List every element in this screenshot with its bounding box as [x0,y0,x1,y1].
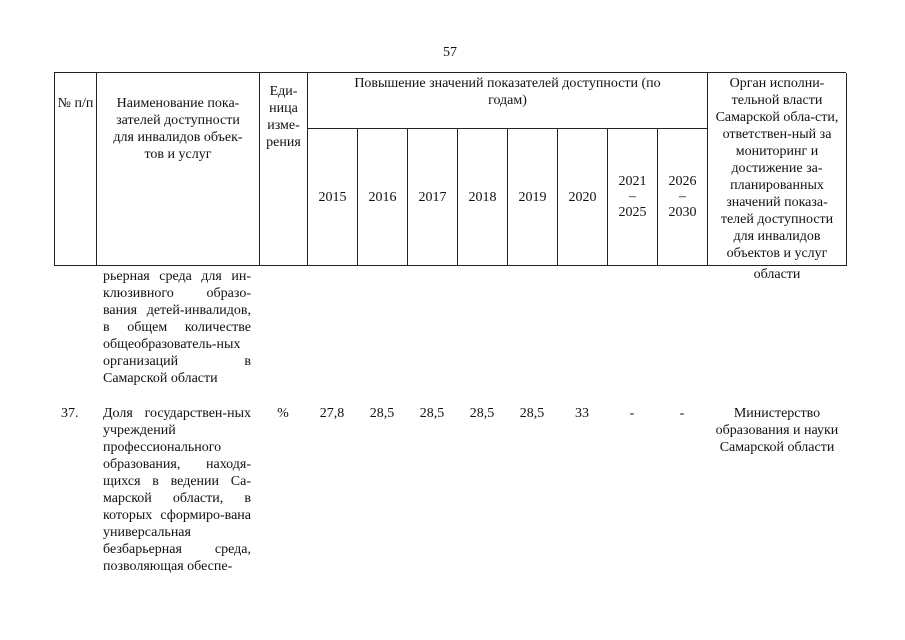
header-year-2019: 2019 [508,129,558,266]
row-37-num: 37. [61,406,79,421]
header-name: Наименование пока-зателей доступности для инвалидов объек-тов и услуг [97,73,260,266]
table-header [54,72,846,266]
row-37-value-2026-2030: - [679,406,685,421]
header-year-2026-2030: 2026 – 2030 [658,129,708,266]
row-37-value-2020: 33 [575,406,589,421]
row-37-value-2019: 28,5 [519,406,545,421]
header-unit: Еди-ница изме-рения [260,73,308,266]
header-year-2016: 2016 [358,129,408,266]
header-year-2018: 2018 [458,129,508,266]
row-37-value-2017: 28,5 [419,406,445,421]
header-group: Повышение значений показателей доступности (по годам) [308,73,708,129]
page-number: 57 [443,45,457,60]
row-37-organ: Министерство образования и науки Самарской области [715,406,839,455]
row-37-name: Доля государствен-ных учреждений профессионального образования, находя-щихся в ведении Са-марской области, в которых сформиро-вана универсальная безбарьерная среда, позволяющая обеспе- [103,406,251,574]
header-year-2015: 2015 [308,129,358,266]
row-37-unit: % [277,406,289,421]
continued-row-name: рьерная среда для ин-клюзивного образо-вания детей-инвалидов, в общем количестве общеобразователь-ных организаций в Самарской области [103,269,251,386]
row-37-value-2018: 28,5 [469,406,495,421]
row-37-value-2015: 27,8 [319,406,345,421]
row-37-value-2016: 28,5 [369,406,395,421]
row-37-value-2021-2025: - [629,406,635,421]
continued-row-organ: области [753,267,801,282]
header-num: № п/п [55,73,97,266]
header-year-2021-2025: 2021 – 2025 [608,129,658,266]
header-organ: Орган исполни-тельной власти Самарской обла-сти, ответствен-ный за мониторинг и достижение за-планированных значений показа-телей доступности для инвалидов объектов и услуг [708,73,847,266]
header-year-2017: 2017 [408,129,458,266]
header-year-2020: 2020 [558,129,608,266]
